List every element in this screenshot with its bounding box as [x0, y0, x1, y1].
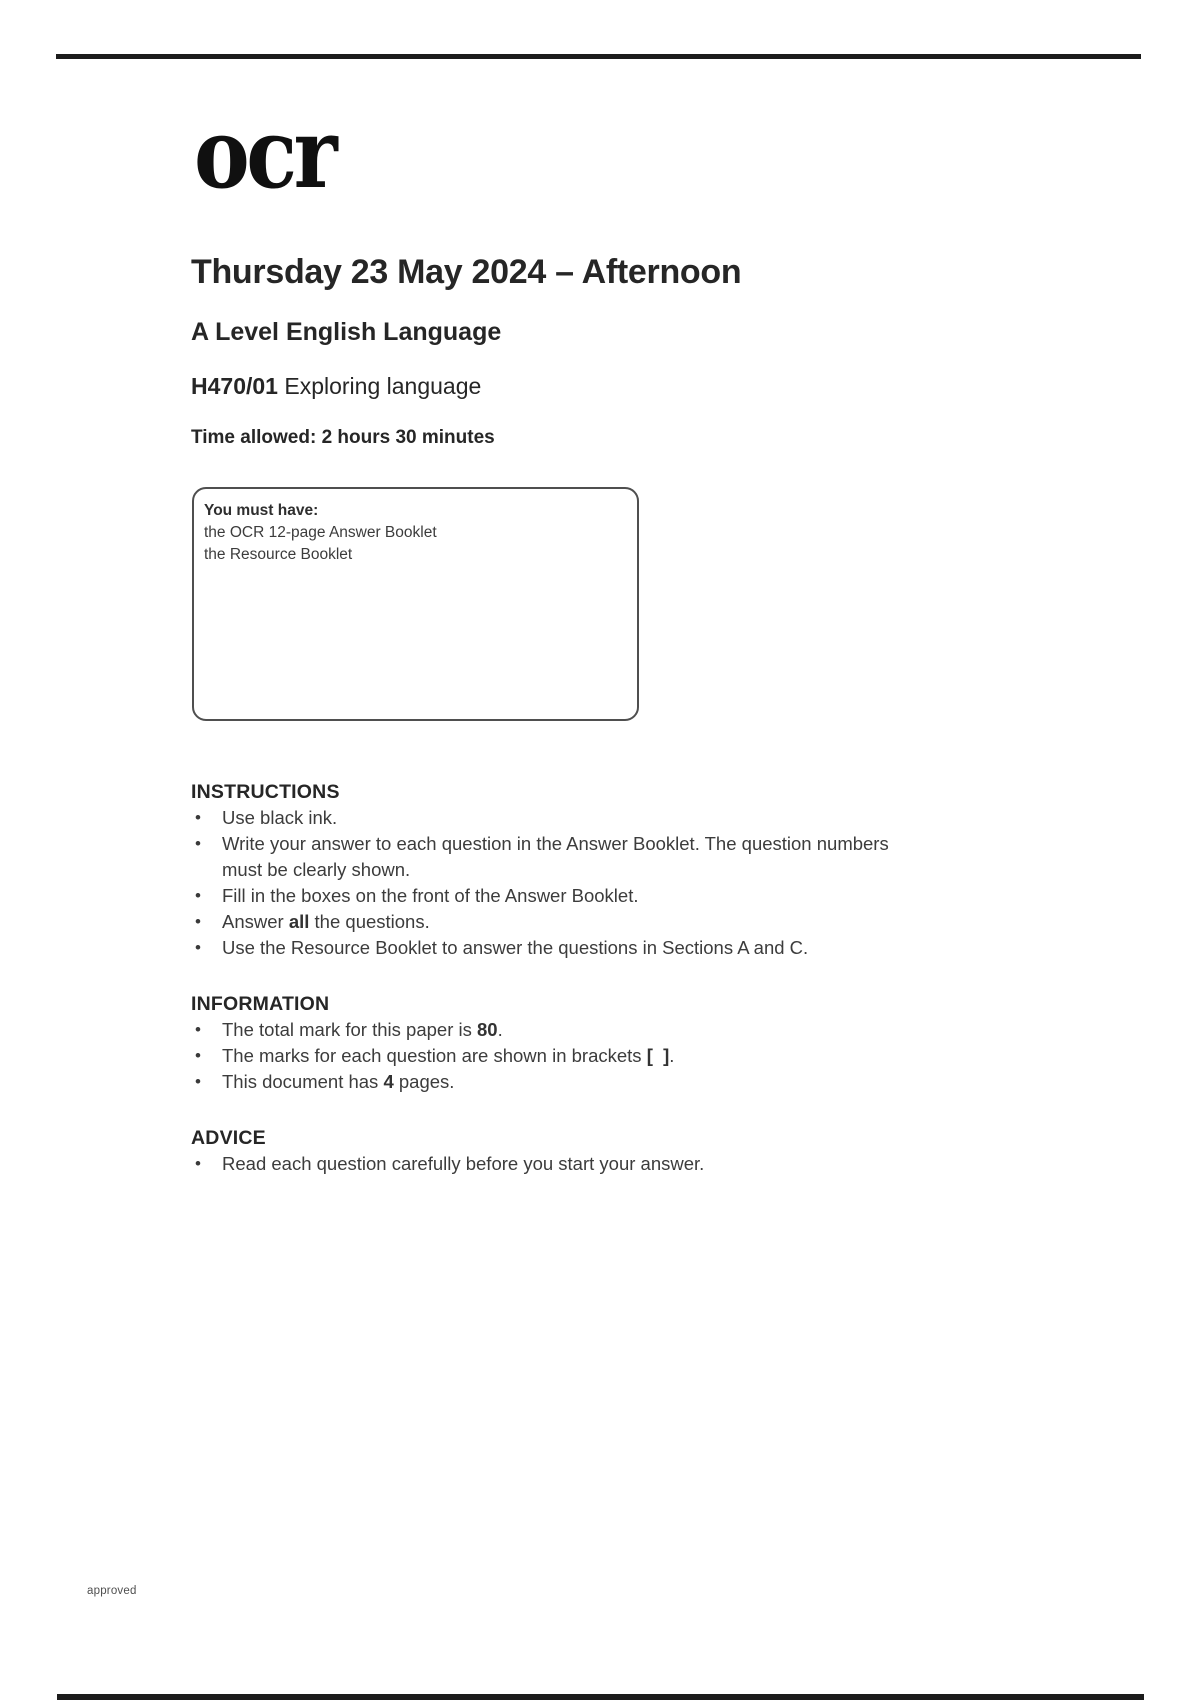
sections-container	[191, 779, 973, 1207]
bullet-text: The total mark for this paper is 80.	[222, 1019, 503, 1040]
qualification-title: A Level English Language	[191, 318, 502, 346]
ocr-logo: ocr	[194, 97, 335, 210]
bullet-item	[191, 1151, 973, 1177]
exam-date-title: Thursday 23 May 2024 – Afternoon	[191, 253, 742, 291]
bullet-item	[191, 883, 973, 909]
section-information	[191, 991, 973, 1095]
must-have-item: the OCR 12-page Answer Booklet	[204, 524, 437, 541]
time-allowed: Time allowed: 2 hours 30 minutes	[191, 427, 495, 448]
bullet-text: Use the Resource Booklet to answer the questions in Sections A and C.	[222, 937, 809, 958]
bullet-item	[191, 831, 973, 883]
bullet-icon: •	[195, 886, 201, 905]
page-bottom-rule	[57, 1694, 1144, 1700]
bullet-item	[191, 805, 973, 831]
section-heading: INFORMATION	[191, 993, 330, 1015]
approval-watermark: approved	[87, 1585, 137, 1597]
paper-name: Exploring language	[284, 373, 482, 399]
section-instructions	[191, 779, 973, 961]
paper-code-line	[191, 373, 481, 401]
bullet-text: Fill in the boxes on the front of the Answer Booklet.	[222, 885, 639, 906]
paper-code: H470/01	[191, 373, 278, 399]
must-have-box	[192, 487, 639, 721]
bullet-icon: •	[195, 1020, 201, 1039]
bullet-item	[191, 1069, 973, 1095]
must-have-heading: You must have:	[204, 502, 319, 519]
bullet-item	[191, 1017, 973, 1043]
bullet-icon: •	[195, 808, 201, 827]
bullet-icon: •	[195, 912, 201, 931]
section-heading: INSTRUCTIONS	[191, 781, 340, 803]
section-heading: ADVICE	[191, 1127, 266, 1149]
bullet-text: This document has 4 pages.	[222, 1071, 455, 1092]
bullet-text: The marks for each question are shown in brackets [ ].	[222, 1045, 675, 1066]
bullet-icon: •	[195, 1072, 201, 1091]
bullet-list	[191, 1017, 973, 1095]
bullet-text: Write your answer to each question in the Answer Booklet. The question numbers must be clearly shown.	[222, 833, 889, 880]
bullet-item	[191, 935, 973, 961]
section-advice	[191, 1125, 973, 1177]
bullet-icon: •	[195, 1154, 201, 1173]
bullet-icon: •	[195, 1046, 201, 1065]
must-have-items	[204, 522, 627, 566]
bullet-text: Answer all the questions.	[222, 911, 430, 932]
bullet-item	[191, 1043, 973, 1069]
bullet-icon: •	[195, 938, 201, 957]
bullet-list	[191, 1151, 973, 1177]
bullet-item	[191, 909, 973, 935]
must-have-item: the Resource Booklet	[204, 546, 353, 563]
bullet-text: Use black ink.	[222, 807, 338, 828]
bullet-text: Read each question carefully before you start your answer.	[222, 1153, 705, 1174]
bullet-list	[191, 805, 973, 961]
bullet-icon: •	[195, 834, 201, 853]
page-top-rule	[56, 54, 1141, 59]
